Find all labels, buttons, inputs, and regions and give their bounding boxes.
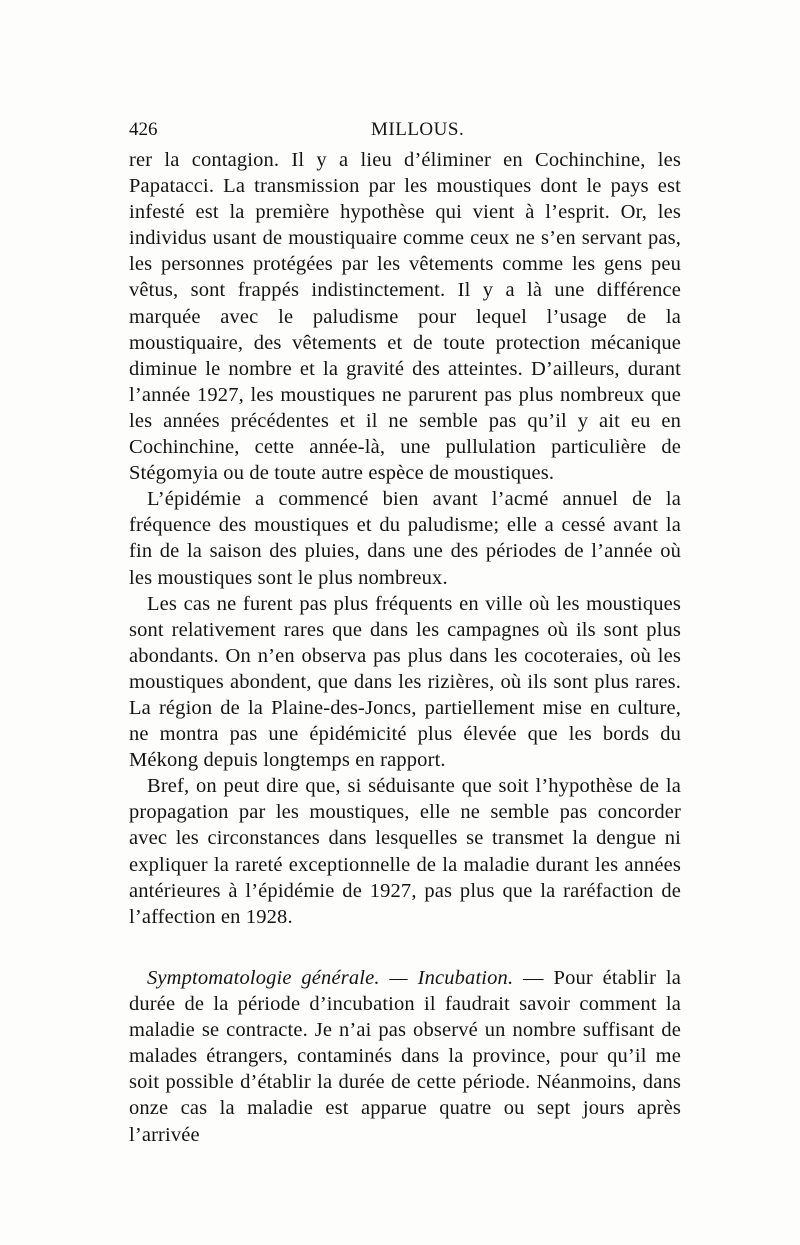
section-heading: Symptomatologie générale. — Incubation. (147, 967, 514, 989)
page-number: 426 (129, 119, 158, 140)
paragraph-cas-ville: Les cas ne furent pas plus fréquents en ville où les moustiques sont relativement rares que dans les campagnes où ils sont plus abondants. On n’en observa pas plus dans les cocoteraies, où les moustiques abondent, que dans les rizières, où ils sont plus rares. La région de la Plaine-des-Joncs, partiellement mise en culture, ne montra pas une épidémicité plus élevée que les bords du Mékong depuis longtemps en rapport. (129, 592, 681, 772)
body-text (129, 147, 681, 930)
paragraph-bref: Bref, on peut dire que, si séduisante que soit l’hypothèse de la propagation par les moustiques, elle ne semble pas concorder avec les circonstances dans lesquelles se transmet la dengue ni expliquer la rareté exceptionnelle de la maladie durant les années antérieures à l’épidémie de 1927, pas plus que la raréfaction de l’affection en 1928. (129, 775, 681, 928)
running-title: MILLOUS. (371, 119, 465, 140)
paragraph-incubation (129, 965, 681, 1148)
running-head (129, 117, 682, 143)
section-symptomatologie (129, 965, 681, 1148)
paragraph-contagion: rer la contagion. Il y a lieu d’éliminer en Cochinchine, les Papatacci. La transmission par les moustiques dont le pays est infesté est la première hypothèse qui vient à l’esprit. Or, les individus usant de moustiquaire comme ceux ne s’en servant pas, les personnes protégées par les vêtements comme les gens peu vêtus, sont frappés indistinctement. Il y a là une différence marquée avec le paludisme pour lequel l’usage de la moustiquaire, des vêtements et de toute protection mécanique diminue le nombre et la gravité des atteintes. D’ailleurs, durant l’année 1927, les moustiques ne parurent pas plus nombreux que les années précédentes et il ne semble pas qu’il y ait eu en Cochinchine, cette année-là, une pullulation particulière de Stégomyia ou de toute autre espèce de moustiques. (129, 149, 681, 485)
section-text: — Pour établir la durée de la période d’incubation il faudrait savoir comment la maladie se contracte. Je n’ai pas observé un nombre suffisant de malades étrangers, contaminés dans la province, pour qu’il me soit possible d’établir la durée de cette période. Néanmoins, dans onze cas la maladie est apparue quatre ou sept jours après l’arrivée (129, 967, 681, 1146)
paragraph-epidemie: L’épidémie a commencé bien avant l’acmé annuel de la fréquence des moustiques et du paludisme; elle a cessé avant la fin de la saison des pluies, dans une des périodes de l’année où les moustiques sont le plus nombreux. (129, 488, 681, 589)
